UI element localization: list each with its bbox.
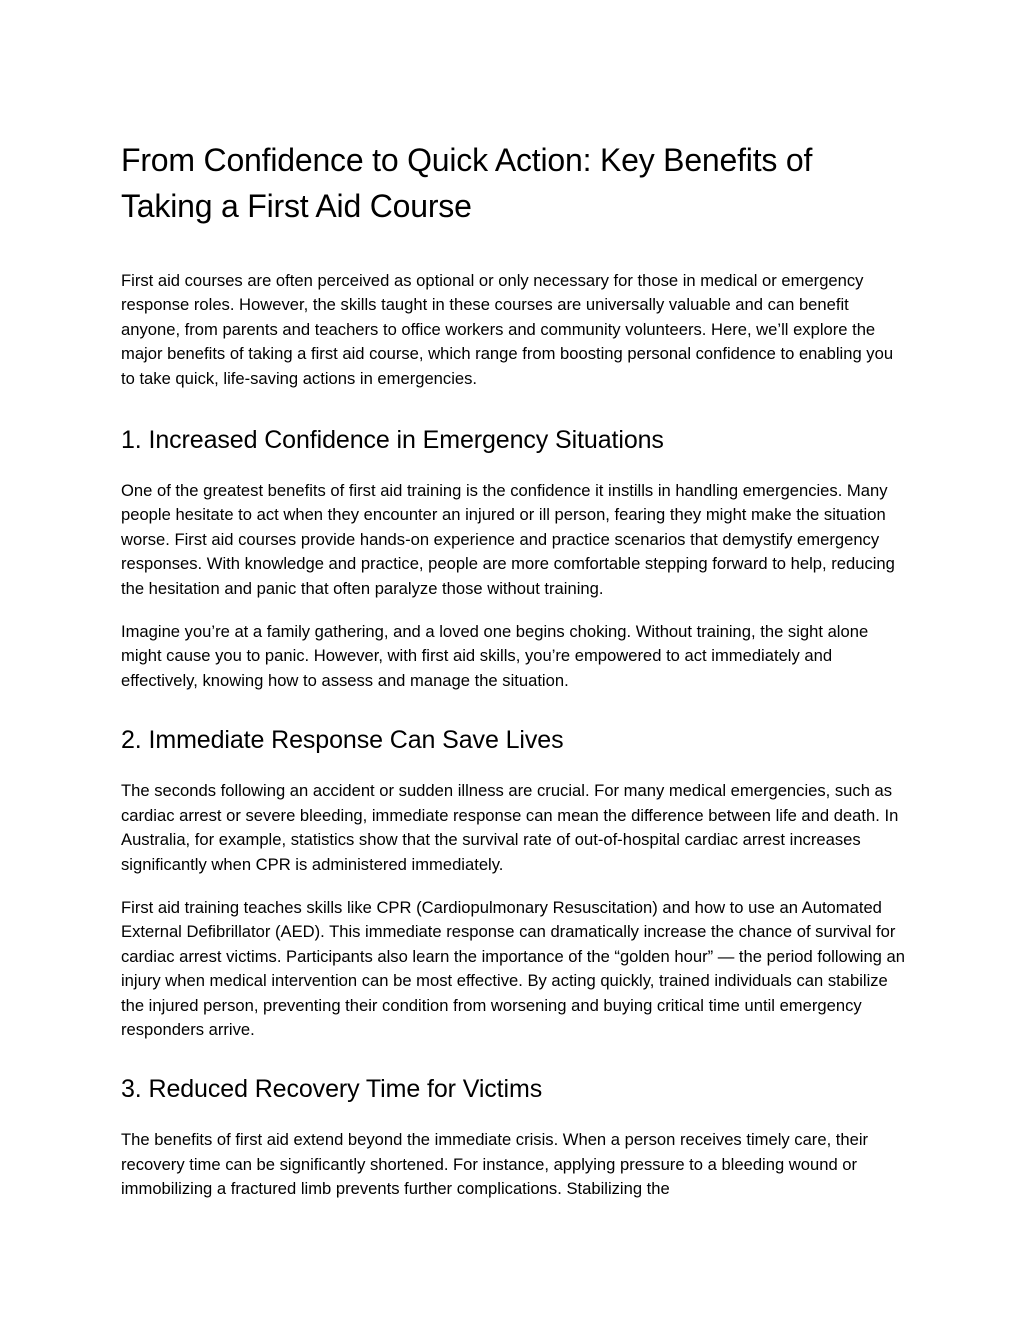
section-heading: 2. Immediate Response Can Save Lives — [121, 726, 564, 755]
section-paragraph: The benefits of first aid extend beyond the immediate crisis. When a person receives timely care, their recovery time can be significantly shortened. For instance, applying pressure to a bleeding wound or immobilizing a fractured limb prevents further complications. Stabilizing the — [121, 1130, 869, 1199]
section-increased-confidence — [121, 423, 911, 693]
section-heading: 3. Reduced Recovery Time for Victims — [121, 1075, 543, 1104]
section-paragraph: Imagine you’re at a family gathering, and a loved one begins choking. Without training, the sight alone might cause you to panic. However, with first aid skills, you’re empowered to act immediately and effectively, knowing how to assess and manage the situation. — [121, 622, 869, 690]
section-immediate-response — [121, 723, 911, 1042]
section-paragraph: One of the greatest benefits of first aid training is the confidence it instills in handling emergencies. Many people hesitate to act when they encounter an injured or ill person, fearing they might make the situation worse. First aid courses provide hands-on experience and practice scenarios that demystify emergency responses. With knowledge and practice, people are more comfortable stepping forward to help, reducing the hesitation and panic that often paralyze those without training. — [121, 481, 895, 598]
intro-paragraph: First aid courses are often perceived as optional or only necessary for those in medical or emergency response roles. However, the skills taught in these courses are universally valuable and can benefit anyone, from parents and teachers to office workers and community volunteers. Here, we’ll explore the major benefits of taking a first aid course, which range from boosting personal confidence to enabling you to take quick, life-saving actions in emergencies. — [121, 271, 894, 388]
document-page — [121, 137, 911, 1221]
section-paragraph: First aid training teaches skills like CPR (Cardiopulmonary Resuscitation) and how to use an Automated External Defibrillator (AED). This immediate response can dramatically increase the chance of survival for cardiac arrest victims. Participants also learn the importance of the “golden hour” — the period following an injury when medical intervention can be most effective. By acting quickly, trained individuals can stabilize the injured person, preventing their condition from worsening and buying critical time until emergency responders arrive. — [121, 897, 905, 1039]
document-title: From Confidence to Quick Action: Key Benefits of Taking a First Aid Course — [121, 142, 813, 224]
section-reduced-recovery — [121, 1072, 911, 1201]
section-heading: 1. Increased Confidence in Emergency Situations — [121, 426, 664, 455]
section-paragraph: The seconds following an accident or sudden illness are crucial. For many medical emergencies, such as cardiac arrest or severe bleeding, immediate response can mean the difference between life and death. In Australia, for example, statistics show that the survival rate of out-of-hospital cardiac arrest increases significantly when CPR is administered immediately. — [121, 781, 899, 874]
